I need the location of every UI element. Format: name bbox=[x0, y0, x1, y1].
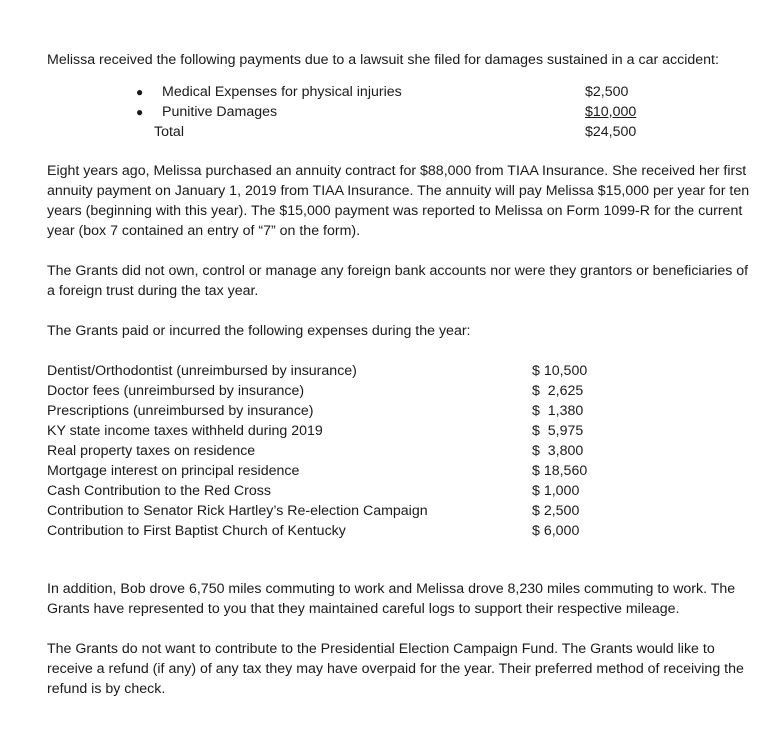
expenses-list bbox=[47, 361, 752, 561]
expense-row bbox=[47, 441, 667, 461]
expense-row bbox=[47, 501, 667, 521]
lawsuit-intro-paragraph: Melissa received the following payments due to a lawsuit she filed for damages sustained in a car accident: bbox=[47, 52, 719, 68]
expense-amount: $ 2,625 bbox=[532, 383, 584, 399]
foreign-accounts-paragraph: The Grants did not own, control or manage any foreign bank accounts nor were they grantors or beneficiaries of a foreign trust during the tax year. bbox=[47, 263, 749, 299]
expense-label: KY state income taxes withheld during 2019 bbox=[47, 423, 323, 439]
expense-label: Real property taxes on residence bbox=[47, 443, 256, 459]
expense-row bbox=[47, 381, 667, 401]
payment-total-label: Total bbox=[154, 124, 184, 140]
expense-amount: $ 6,000 bbox=[532, 523, 580, 539]
expense-amount: $ 1,000 bbox=[532, 483, 580, 499]
expense-amount: $ 2,500 bbox=[532, 503, 580, 519]
payment-total-amount: $24,500 bbox=[585, 124, 637, 140]
refund-paragraph: The Grants do not want to contribute to the Presidential Election Campaign Fund. The Grants would like to receive a refund (if any) of any tax they may have overpaid for the year. Their preferred method of receiving the refund is by check. bbox=[47, 641, 744, 697]
expense-amount: $ 18,560 bbox=[532, 463, 588, 479]
bullet-icon: ● bbox=[136, 85, 144, 99]
lawsuit-payments-list bbox=[47, 82, 752, 142]
document-page bbox=[47, 50, 752, 719]
expense-row bbox=[47, 361, 667, 381]
expense-row bbox=[47, 401, 667, 421]
expense-amount: $ 1,380 bbox=[532, 403, 584, 419]
expense-row bbox=[47, 521, 667, 541]
expense-amount: $ 5,975 bbox=[532, 423, 584, 439]
expense-label: Doctor fees (unreimbursed by insurance) bbox=[47, 383, 305, 399]
expense-label: Prescriptions (unreimbursed by insurance) bbox=[47, 403, 314, 419]
payment-label: Punitive Damages bbox=[162, 104, 278, 120]
expense-amount: $ 3,800 bbox=[532, 443, 584, 459]
commuting-paragraph: In addition, Bob drove 6,750 miles commuting to work and Melissa drove 8,230 miles commuting to work. The Grants have represented to you that they maintained careful logs to support their respective mileage. bbox=[47, 581, 736, 617]
annuity-paragraph: Eight years ago, Melissa purchased an annuity contract for $88,000 from TIAA Insurance. She received her first annuity payment on January 1, 2019 from TIAA Insurance. The annuity will pay Melissa $15,000 per year for ten years (beginning with this year). The $15,000 payment was reported to Melissa on Form 1099-R for the current year (box 7 contained an entry of “7” on the form). bbox=[47, 163, 750, 239]
payment-amount: $2,500 bbox=[585, 84, 629, 100]
expense-amount: $ 10,500 bbox=[532, 363, 588, 379]
payment-total-row bbox=[47, 122, 647, 142]
payment-row bbox=[47, 82, 647, 102]
bullet-icon: ● bbox=[136, 105, 144, 119]
expense-row bbox=[47, 421, 667, 441]
payment-amount: $10,000 bbox=[585, 104, 637, 120]
expense-label: Cash Contribution to the Red Cross bbox=[47, 483, 271, 499]
expenses-intro-paragraph: The Grants paid or incurred the following expenses during the year: bbox=[47, 323, 471, 339]
payment-label: Medical Expenses for physical injuries bbox=[162, 84, 402, 100]
expense-label: Contribution to First Baptist Church of Kentucky bbox=[47, 523, 346, 539]
expense-row bbox=[47, 461, 667, 481]
expense-label: Dentist/Orthodontist (unreimbursed by insurance) bbox=[47, 363, 357, 379]
expense-row bbox=[47, 481, 667, 501]
expense-label: Contribution to Senator Rick Hartley’s Re-election Campaign bbox=[47, 503, 428, 519]
expense-label: Mortgage interest on principal residence bbox=[47, 463, 300, 479]
payment-row bbox=[47, 102, 647, 122]
